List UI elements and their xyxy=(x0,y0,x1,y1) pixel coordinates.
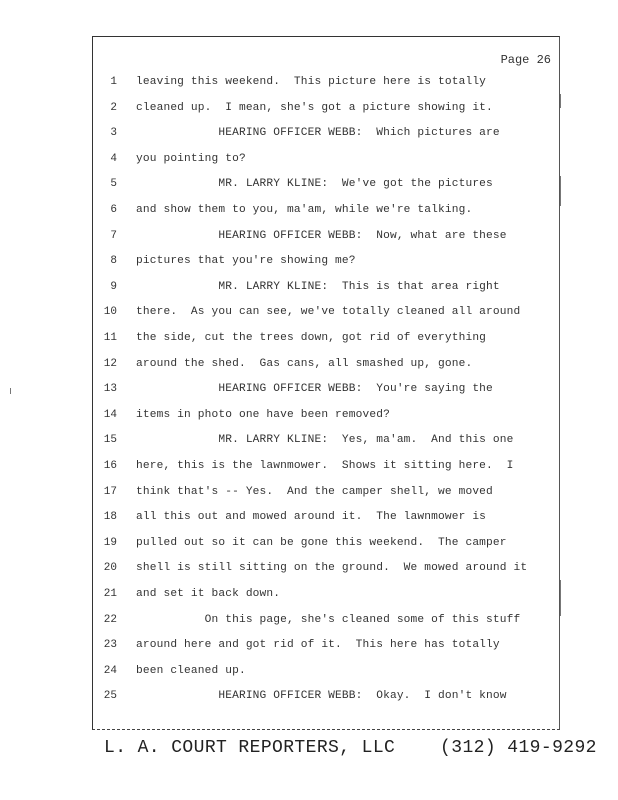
transcript-line xyxy=(93,355,559,375)
page-number: Page 26 xyxy=(500,53,551,67)
line-text: think that's -- Yes. And the camper shell, we moved xyxy=(136,485,493,498)
transcript-line xyxy=(93,201,559,221)
transcript-line xyxy=(93,227,559,247)
line-number: 10 xyxy=(103,306,117,319)
transcript-line xyxy=(93,662,559,682)
line-text: leaving this weekend. This picture here is totally xyxy=(136,76,487,88)
line-text: here, this is the lawnmower. Shows it sitting here. I xyxy=(136,460,514,472)
line-number: 4 xyxy=(110,152,117,165)
margin-mark xyxy=(560,176,561,206)
line-text: HEARING OFFICER WEBB: You're saying the xyxy=(136,383,493,396)
transcript-line xyxy=(93,457,559,477)
line-text: cleaned up. I mean, she's got a picture showing it. xyxy=(136,101,493,114)
transcript-line xyxy=(93,559,559,579)
line-text: pulled out so it can be gone this weekend. The camper xyxy=(136,536,507,549)
line-text: been cleaned up. xyxy=(136,664,246,677)
line-number: 8 xyxy=(110,255,117,268)
line-text: the side, cut the trees down, got rid of everything xyxy=(136,332,487,344)
court-reporter-footer: L. A. COURT REPORTERS, LLC (312) 419-9292 xyxy=(104,738,597,758)
margin-mark xyxy=(560,580,561,616)
line-number: 7 xyxy=(110,229,117,242)
line-number: 22 xyxy=(103,613,117,626)
line-number: 24 xyxy=(103,664,117,677)
transcript-page-frame xyxy=(92,36,560,730)
line-text: MR. LARRY KLINE: We've got the pictures xyxy=(136,178,493,191)
line-text: there. As you can see, we've totally cleaned all around xyxy=(136,306,521,319)
line-number: 1 xyxy=(110,76,117,88)
transcript-line xyxy=(93,611,559,631)
transcript-line xyxy=(93,252,559,272)
line-number: 16 xyxy=(103,460,117,472)
line-number: 13 xyxy=(103,383,117,396)
margin-mark xyxy=(10,388,11,394)
transcript-line xyxy=(93,636,559,656)
transcript-line xyxy=(93,278,559,298)
line-text: items in photo one have been removed? xyxy=(136,408,390,421)
line-number: 20 xyxy=(103,562,117,575)
line-text: and set it back down. xyxy=(136,588,281,600)
line-number: 3 xyxy=(110,127,117,140)
transcript-line xyxy=(93,508,559,528)
transcript-line xyxy=(93,687,559,707)
line-text: HEARING OFFICER WEBB: Which pictures are xyxy=(136,127,500,140)
transcript-line xyxy=(93,73,559,93)
line-text: all this out and mowed around it. The lawnmower is xyxy=(136,511,487,524)
line-number: 19 xyxy=(103,536,117,549)
line-number: 23 xyxy=(103,639,117,652)
line-text: MR. LARRY KLINE: Yes, ma'am. And this one xyxy=(136,434,514,447)
line-number: 5 xyxy=(110,178,117,191)
line-number: 25 xyxy=(103,690,117,703)
margin-mark xyxy=(560,94,561,108)
transcript-line xyxy=(93,175,559,195)
transcript-line xyxy=(93,431,559,451)
line-number: 21 xyxy=(103,588,117,600)
transcript-line xyxy=(93,150,559,170)
line-text: HEARING OFFICER WEBB: Now, what are these xyxy=(136,229,507,242)
transcript-line xyxy=(93,303,559,323)
transcript-line xyxy=(93,329,559,349)
line-text: pictures that you're showing me? xyxy=(136,255,356,268)
transcript-line xyxy=(93,406,559,426)
transcript-line xyxy=(93,380,559,400)
line-text: shell is still sitting on the ground. We mowed around it xyxy=(136,562,528,575)
line-number: 15 xyxy=(103,434,117,447)
line-text: you pointing to? xyxy=(136,152,246,165)
line-text: and show them to you, ma'am, while we're talking. xyxy=(136,204,473,216)
transcript-line xyxy=(93,585,559,605)
line-number: 17 xyxy=(103,485,117,498)
transcript-line xyxy=(93,534,559,554)
line-number: 14 xyxy=(103,408,117,421)
line-text: HEARING OFFICER WEBB: Okay. I don't know xyxy=(136,690,507,703)
line-number: 2 xyxy=(110,101,117,114)
line-text: MR. LARRY KLINE: This is that area right xyxy=(136,280,500,293)
line-number: 12 xyxy=(103,357,117,370)
line-number: 9 xyxy=(110,280,117,293)
transcript-line xyxy=(93,124,559,144)
line-number: 11 xyxy=(103,332,117,344)
line-text: around here and got rid of it. This here has totally xyxy=(136,639,500,652)
transcript-line xyxy=(93,483,559,503)
line-number: 6 xyxy=(110,204,117,216)
line-number: 18 xyxy=(103,511,117,524)
transcript-line xyxy=(93,99,559,119)
line-text: around the shed. Gas cans, all smashed up, gone. xyxy=(136,357,473,370)
line-text: On this page, she's cleaned some of this stuff xyxy=(136,613,521,626)
